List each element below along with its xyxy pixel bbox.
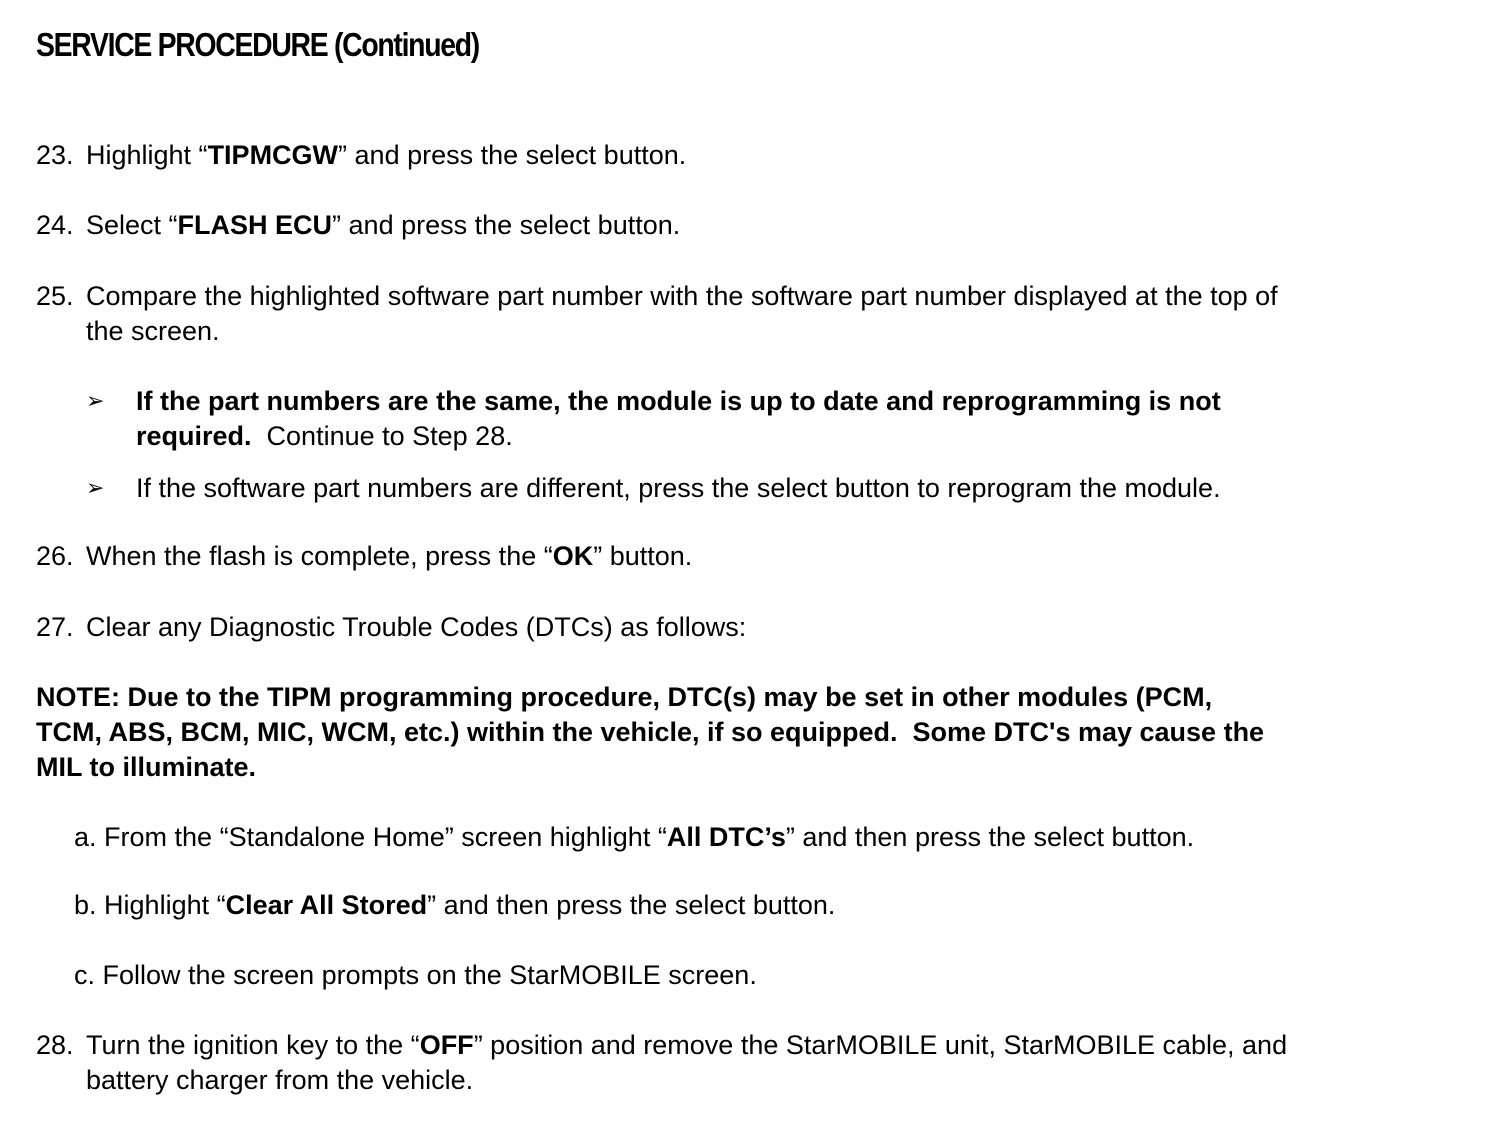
step-keyword: FLASH ECU bbox=[177, 210, 333, 240]
bullet-text: required. Continue to Step 28. bbox=[136, 421, 513, 451]
step-text: Compare the highlighted software part number with the software part number displayed at the top of bbox=[86, 281, 1278, 311]
step-keyword: OFF bbox=[419, 1030, 474, 1060]
step-number: 28. bbox=[36, 1030, 74, 1060]
step-text: Highlight “TIPMCGW” and press the select button. bbox=[86, 140, 687, 170]
arrow-bullet-icon: ➢ bbox=[86, 476, 105, 501]
substep-text: a. From the “Standalone Home” screen highlight “All DTC’s” and then press the select button. bbox=[74, 822, 1195, 852]
step-text: Clear any Diagnostic Trouble Codes (DTCs) as follows: bbox=[86, 612, 747, 642]
note-text: TCM, ABS, BCM, MIC, WCM, etc.) within the vehicle, if so equipped. Some DTC's may cause the bbox=[36, 717, 1265, 747]
arrow-bullet-icon: ➢ bbox=[86, 389, 105, 414]
step-number: 25. bbox=[36, 281, 74, 311]
step-number: 27. bbox=[36, 612, 74, 642]
bullet-text: If the part numbers are the same, the module is up to date and reprogramming is not bbox=[136, 386, 1221, 416]
step-number: 23. bbox=[36, 140, 74, 170]
step-text: When the flash is complete, press the “OK” button. bbox=[86, 541, 693, 571]
step-number: 26. bbox=[36, 541, 74, 571]
substep-keyword: All DTC’s bbox=[666, 822, 786, 852]
step-number: 24. bbox=[36, 210, 74, 240]
note-text: NOTE: Due to the TIPM programming procedure, DTC(s) may be set in other modules (PCM, bbox=[36, 682, 1213, 712]
substep-text: c. Follow the screen prompts on the StarMOBILE screen. bbox=[74, 960, 757, 990]
substep-keyword: Clear All Stored bbox=[225, 890, 428, 920]
note-text: MIL to illuminate. bbox=[36, 752, 257, 782]
page-title: SERVICE PROCEDURE (Continued) bbox=[36, 26, 479, 63]
step-text: Select “FLASH ECU” and press the select button. bbox=[86, 210, 681, 240]
step-text: Turn the ignition key to the “OFF” position and remove the StarMOBILE unit, StarMOBILE cable, and bbox=[86, 1030, 1288, 1060]
step-text: battery charger from the vehicle. bbox=[86, 1065, 474, 1095]
bullet-text: If the software part numbers are different, press the select button to reprogram the module. bbox=[136, 473, 1221, 503]
step-keyword: TIPMCGW bbox=[207, 140, 339, 170]
substep-text: b. Highlight “Clear All Stored” and then press the select button. bbox=[74, 890, 836, 920]
step-text: the screen. bbox=[86, 316, 220, 346]
step-keyword: OK bbox=[552, 541, 594, 571]
